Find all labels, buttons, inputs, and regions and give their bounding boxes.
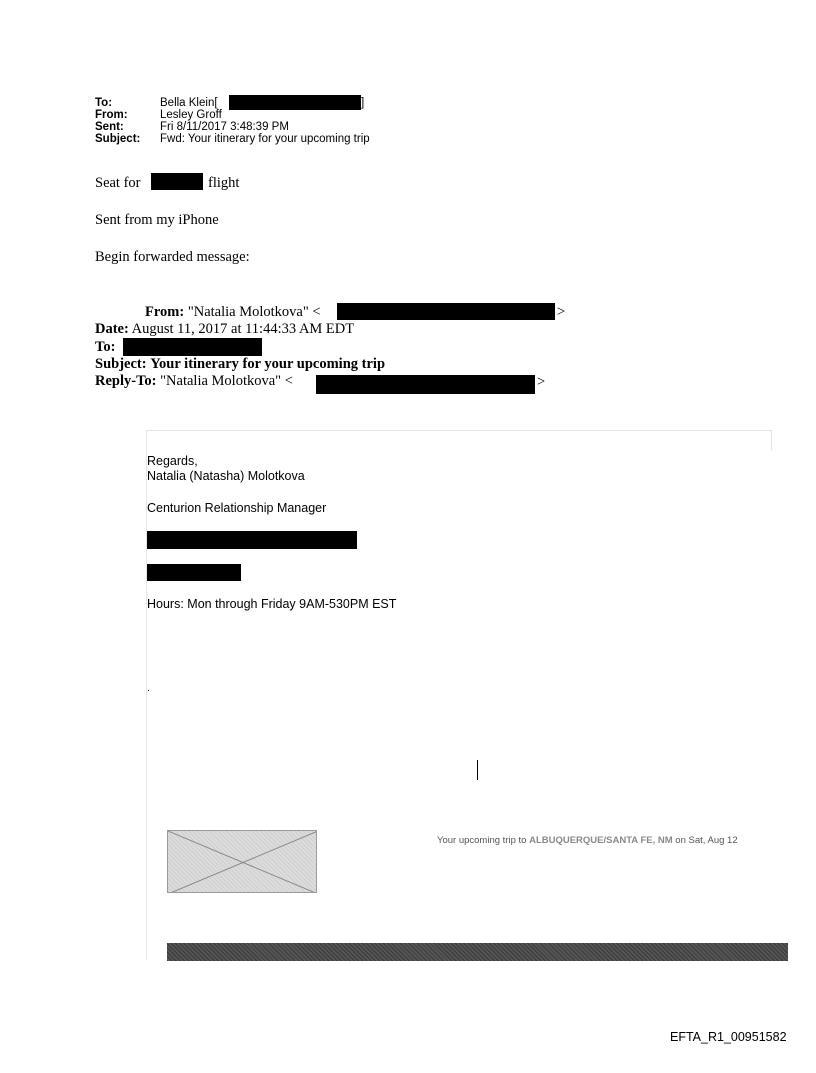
seat-prefix: Seat for	[95, 175, 141, 191]
redaction-fwd-to	[123, 338, 262, 356]
fwd-replyto-line	[95, 373, 293, 389]
sent-label: Sent:	[95, 121, 124, 133]
from-value: Lesley Groff	[160, 109, 222, 121]
seat-suffix: flight	[208, 175, 240, 191]
fwd-to-line	[95, 339, 115, 355]
to-label: To:	[95, 97, 113, 109]
panel-border-right	[771, 430, 772, 450]
fwd-subject-line	[95, 356, 385, 372]
fwd-date-line	[95, 321, 354, 337]
subject-label: Subject:	[95, 133, 141, 145]
fwd-from-line	[145, 304, 321, 320]
redaction-contact-1	[147, 531, 357, 549]
to-value: Bella Klein[	[160, 97, 218, 109]
forwarded-intro: Begin forwarded message:	[95, 249, 250, 265]
fwd-from-close: >	[557, 304, 566, 320]
fwd-to-label: To:	[95, 339, 116, 355]
fwd-date-value: August 11, 2017 at 11:44:33 AM EDT	[131, 321, 355, 337]
redaction-fwd-from	[337, 303, 555, 320]
itinerary-banner-bar	[167, 943, 788, 961]
redaction-to-email	[229, 95, 361, 110]
fwd-from-label: From:	[145, 304, 185, 320]
to-bracket-close: ]	[361, 97, 365, 109]
trip-destination: ALBUQUERQUE/SANTA FE, NM	[529, 835, 673, 846]
redaction-fwd-replyto	[316, 375, 535, 394]
fwd-replyto-close: >	[537, 374, 546, 390]
fwd-replyto-value: "Natalia Molotkova" <	[160, 373, 293, 389]
panel-border-top	[146, 430, 772, 431]
broken-image-placeholder	[167, 830, 317, 893]
document-id: EFTA_R1_00951582	[670, 1030, 787, 1044]
trip-summary	[437, 835, 738, 846]
manager-name: Natalia (Natasha) Molotkova	[147, 469, 305, 483]
fwd-date-label: Date:	[95, 321, 129, 337]
signature-text: Sent from my iPhone	[95, 212, 219, 228]
manager-title: Centurion Relationship Manager	[147, 501, 327, 515]
fwd-replyto-label: Reply-To:	[95, 373, 157, 389]
regards-text: Regards,	[147, 454, 198, 468]
fwd-subject-label: Subject:	[95, 356, 147, 372]
subject-value: Fwd: Your itinerary for your upcoming trip	[160, 133, 370, 145]
from-label: From:	[95, 109, 128, 121]
fwd-from-value: "Natalia Molotkova" <	[187, 304, 321, 320]
trip-prefix: Your upcoming trip to	[437, 835, 527, 846]
text-cursor	[477, 760, 478, 780]
sent-value: Fri 8/11/2017 3:48:39 PM	[160, 121, 289, 133]
redaction-contact-2	[147, 564, 241, 581]
hours-text: Hours: Mon through Friday 9AM-530PM EST	[147, 597, 397, 611]
stray-dot: .	[147, 683, 150, 694]
redaction-seat	[151, 173, 203, 190]
fwd-subject-value: Your itinerary for your upcoming trip	[150, 356, 386, 372]
trip-suffix: on Sat, Aug 12	[675, 835, 738, 846]
image-placeholder-cross-icon	[168, 831, 317, 893]
